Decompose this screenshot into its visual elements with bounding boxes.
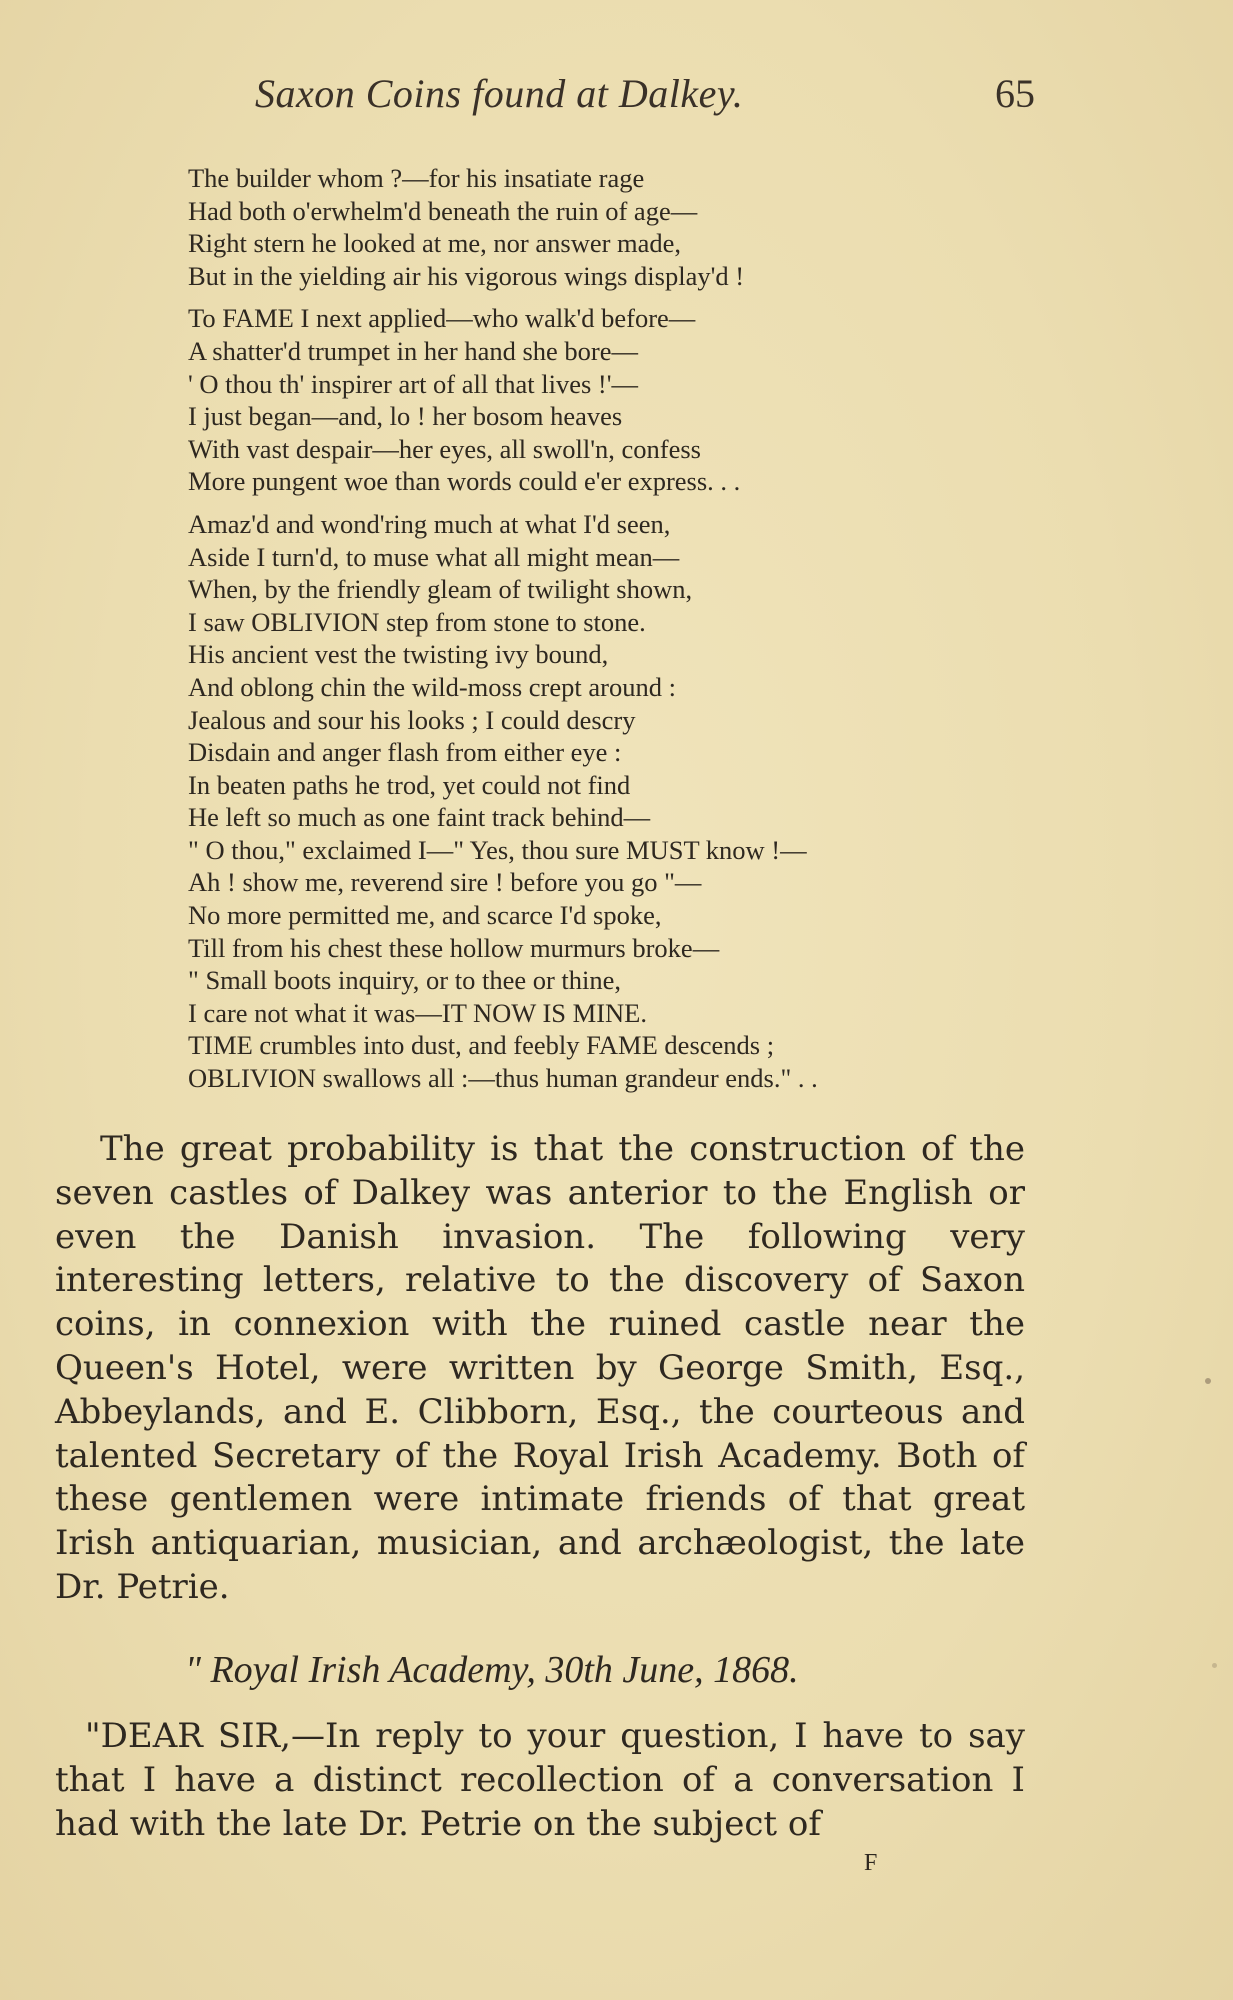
poem-line: OBLIVION swallows all :—thus human grandeur ends." . . — [188, 1063, 818, 1094]
poem-line: Jealous and sour his looks ; I could descry — [188, 704, 636, 735]
running-head — [255, 70, 1035, 130]
poem-line: I saw OBLIVION step from stone to stone. — [188, 606, 646, 637]
poem-line: When, by the friendly gleam of twilight shown, — [188, 574, 693, 605]
poem-line: Aside I turn'd, to muse what all might mean— — [188, 541, 680, 572]
poem — [188, 162, 1018, 1105]
poem-line: More pungent woe than words could e'er express. . . — [188, 466, 741, 497]
poem-line: The builder whom ?—for his insatiate rage — [188, 163, 645, 193]
poem-line: To FAME I next applied—who walk'd before— — [188, 303, 696, 334]
letter-dateline — [185, 1648, 1045, 1692]
dateline-text: " Royal Irish Academy, 30th June, 1868. — [185, 1649, 799, 1691]
poem-line: His ancient vest the twisting ivy bound, — [188, 639, 609, 670]
poem-stanza-1 — [188, 162, 1018, 292]
poem-line: I care not what it was—IT NOW IS MINE. — [188, 997, 647, 1028]
poem-line: " Small boots inquiry, or to thee or thine, — [188, 965, 622, 996]
signature-mark: F — [864, 1850, 878, 1876]
poem-stanza-3 — [188, 508, 1018, 1095]
paper-speck — [1205, 1378, 1211, 1384]
poem-stanza-2 — [188, 302, 1018, 498]
poem-line: Right stern he looked at me, nor answer made, — [188, 228, 682, 259]
letter-body — [55, 1715, 1025, 1846]
poem-line: Till from his chest these hollow murmurs broke— — [188, 932, 720, 963]
poem-line: ' O thou th' inspirer art of all that lives !'— — [188, 368, 639, 399]
letter-opening: "DEAR SIR,—In reply to your question, I have to say that I have a distinct recollection of a conversation I had with the late Dr. Petrie on the subject of — [55, 1716, 1025, 1844]
poem-line: TIME crumbles into dust, and feebly FAME descends ; — [188, 1030, 775, 1061]
poem-line: A shatter'd trumpet in her hand she bore— — [188, 335, 639, 366]
poem-line: But in the yielding air his vigorous wings display'd ! — [188, 260, 745, 291]
body-paragraph: The great probability is that the construction of the seven castles of Dalkey was anterior to the English or even the Danish invasion. The following very interesting letters, relative to the discovery of Saxon coins, in connexion with the ruined castle near the Queen's Hotel, were written by George Smith, Esq., Abbeylands, and E. Clibborn, Esq., the courteous and talented Secretary of the Royal Irish Academy. Both of these gentlemen were intimate friends of that great Irish antiquarian, musician, and archæologist, the late Dr. Petrie. — [55, 1129, 1025, 1607]
poem-line: With vast despair—her eyes, all swoll'n, confess — [188, 433, 701, 464]
body-text — [55, 1128, 1025, 1610]
page-title: Saxon Coins found at Dalkey. — [255, 71, 744, 116]
poem-line: " O thou," exclaimed I—" Yes, thou sure MUST know !— — [188, 834, 807, 865]
poem-line: In beaten paths he trod, yet could not find — [188, 769, 631, 800]
poem-line: Ah ! show me, reverend sire ! before you go "— — [188, 867, 702, 898]
poem-line: Amaz'd and wond'ring much at what I'd seen, — [188, 508, 671, 539]
page-number: 65 — [995, 71, 1035, 116]
paper-speck — [1212, 1663, 1217, 1668]
poem-line: No more permitted me, and scarce I'd spoke, — [188, 900, 662, 931]
poem-line: Had both o'erwhelm'd beneath the ruin of age— — [188, 195, 698, 226]
poem-line: Disdain and anger flash from either eye : — [188, 737, 622, 768]
poem-line: He left so much as one faint track behind— — [188, 802, 651, 833]
poem-line: And oblong chin the wild-moss crept around : — [188, 671, 676, 702]
poem-line: I just began—and, lo ! her bosom heaves — [188, 401, 623, 432]
